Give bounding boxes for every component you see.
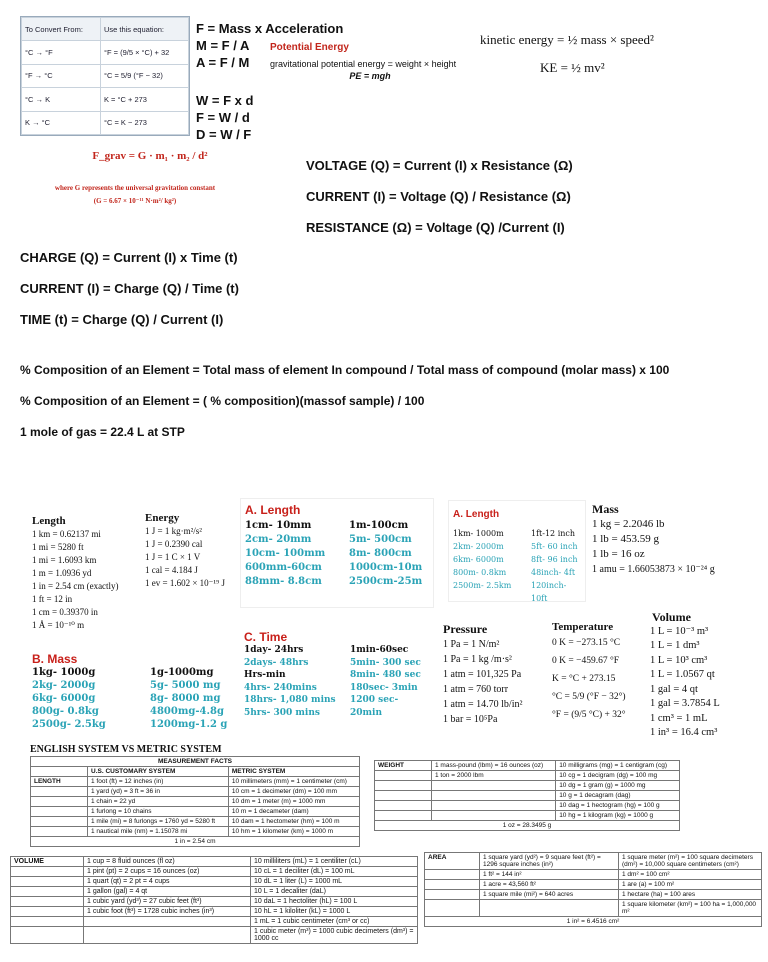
mass-item: 1 lb = 453.59 g [592, 533, 660, 545]
pressure-list-title: Pressure [443, 622, 488, 636]
kinetic-energy-line-2: KE = ½ mv² [540, 60, 605, 75]
table-cell: 1 dm² = 100 cm² [619, 870, 762, 880]
time-fact: 180sec- 3min [350, 682, 418, 693]
conv-header-from: To Convert From: [22, 18, 101, 41]
table-cell: 1 ft² = 144 in² [480, 870, 619, 880]
table-cell: 1 quart (qt) = 2 pt = 4 cups [84, 877, 251, 887]
table-cell: 1 chain = 22 yd [88, 797, 229, 807]
length-fact: 5ft- 60 inch [531, 542, 578, 551]
col-metric: METRIC SYSTEM [228, 767, 359, 777]
time-card-right-col [350, 644, 432, 719]
table-cell: 1 cubic foot (ft³) = 1728 cubic inches (in³) [84, 907, 251, 917]
time-fact: 2days- 48hrs [244, 657, 309, 668]
conv-eq: °F = (9/5 × °C) + 32 [100, 41, 188, 64]
gravity-note-2: (G = 6.67 × 10⁻¹¹ N·m²/ kg²) [93, 197, 177, 205]
table-cell: 10 dL = 1 liter (L) = 1000 mL [251, 877, 418, 887]
electric-formulas [306, 150, 573, 243]
kinetic-energy-block [480, 26, 710, 82]
table-cell: 1 acre = 43,560 ft² [480, 880, 619, 890]
mass-fact: 1kg- 1000g [32, 667, 96, 678]
mass-card-right-col [150, 666, 227, 731]
table-cell: 1 square yard (yd²) = 9 square feet (ft²) = 1296 square inches (in²) [480, 853, 619, 870]
length-item: 1 Å = 10⁻¹⁰ m [32, 620, 85, 630]
length-fact: 1m-100cm [349, 520, 409, 531]
length-item: 1 mi = 1.6093 km [32, 555, 97, 565]
length-item: 1 ft = 12 in [32, 594, 73, 604]
mechanics-formulas-2 [196, 92, 253, 143]
table-footer: 1 oz = 28.3495 g [375, 821, 680, 831]
mass-item: 1 lb = 16 oz [592, 548, 645, 560]
length-card-right-col [349, 519, 422, 589]
pressure-item: 1 Pa = 1 N/m² [443, 639, 500, 650]
time-fact: 1200 sec- 20min [350, 695, 399, 718]
formula-line: D = W / F [196, 127, 252, 142]
length-card-left-col [245, 519, 325, 589]
table-footer: 1 in = 2.54 cm [31, 837, 360, 847]
table-cell: 10 hm = 1 kilometer (km) = 1000 m [228, 827, 359, 837]
table-cell: 10 hL = 1 kiloliter (kL) = 1000 L [251, 907, 418, 917]
length-fact: 2500m- 2.5km [453, 581, 512, 590]
length-fact: 1cm- 10mm [245, 520, 312, 531]
table-cell: 1 mL = 1 cubic centimeter (cm³ or cc) [251, 917, 418, 927]
mass-fact: 1g-1000mg [150, 667, 214, 678]
formula-line: CHARGE (Q) = Current (I) x Time (t) [20, 250, 238, 265]
energy-list [145, 512, 255, 590]
formula-line: TIME (t) = Charge (Q) / Current (I) [20, 312, 224, 327]
table-cell: 1 furlong = 10 chains [88, 807, 229, 817]
area-table [424, 852, 762, 927]
table-cell: 10 hg = 1 kilogram (kg) = 1000 g [556, 811, 680, 821]
table-cell: 1 cubic yard (yd³) = 27 cubic feet (ft³) [84, 897, 251, 907]
mass-fact: 6kg- 6000g [32, 693, 96, 704]
volume-item: 1 gal = 3.7854 L [650, 698, 720, 709]
table-cell: 10 dm = 1 meter (m) = 1000 mm [228, 797, 359, 807]
pressure-item: 1 atm = 101,325 Pa [443, 669, 522, 680]
row-label: VOLUME [11, 857, 84, 867]
formula-line: A = F / M [196, 55, 250, 70]
table-cell: 1 ton = 2000 lbm [432, 771, 556, 781]
length-card-title: A. Length [453, 509, 500, 520]
mass-fact: 2kg- 2000g [32, 680, 96, 691]
conv-from: °F → °C [22, 64, 101, 87]
table-cell: 10 cm = 1 decimeter (dm) = 100 mm [228, 787, 359, 797]
length-fact: 8m- 800cm [349, 548, 412, 559]
mass-item: 1 kg = 2.2046 lb [592, 518, 665, 530]
length-fact: 1km- 1000m [453, 529, 504, 538]
pressure-item: 1 bar = 10⁵Pa [443, 714, 498, 725]
length-list-title: Length [32, 515, 66, 527]
mass-card [30, 650, 236, 734]
temperature-list [552, 620, 648, 724]
length-item: 1 km = 0.62137 mi [32, 529, 101, 539]
mass-list-title: Mass [592, 502, 619, 516]
length-fact: 5m- 500cm [349, 534, 412, 545]
energy-item: 1 cal = 4.184 J [145, 565, 198, 575]
table-cell: 10 m = 1 decameter (dam) [228, 807, 359, 817]
pressure-item: 1 atm = 760 torr [443, 684, 509, 695]
table-cell: 1 mass-pound (lbm) = 16 ounces (oz) [432, 761, 556, 771]
table-cell: 1 cubic meter (m³) = 1000 cubic decimeters (dm³) = 1000 cc [251, 927, 418, 944]
col-us: U.S. CUSTOMARY SYSTEM [88, 767, 229, 777]
time-card-title: C. Time [244, 630, 288, 644]
conv-from: °C → K [22, 88, 101, 111]
weight-table [374, 760, 680, 831]
length-fact: 48inch- 4ft [531, 568, 576, 577]
time-fact: Hrs-min [244, 670, 286, 680]
volume-list-title: Volume [652, 610, 691, 624]
length-fact: 8ft- 96 inch [531, 555, 578, 564]
energy-list-title: Energy [145, 512, 180, 524]
table-footer: 1 in² = 6.4516 cm² [425, 917, 762, 927]
row-label: AREA [425, 853, 480, 870]
energy-item: 1 ev = 1.602 × 10⁻¹⁹ J [145, 578, 225, 588]
mass-item: 1 amu = 1.66053873 × 10⁻²⁴ g [592, 564, 715, 575]
volume-item: 1 gal = 4 qt [650, 683, 698, 695]
energy-item: 1 J = 1 kg·m²/s² [145, 526, 202, 536]
time-fact: 8min- 480 sec [350, 670, 421, 680]
length-card-left-col [453, 527, 511, 592]
table-cell: 1 square meter (m²) = 100 square decimeters (dm²) = 10,000 square centimeters (cm²) [619, 853, 762, 870]
length-fact: 88mm- 8.8cm [245, 576, 322, 587]
table-cell: 10 dam = 1 hectometer (hm) = 100 m [228, 817, 359, 827]
conv-eq: °C = 5/9 (°F − 32) [100, 64, 188, 87]
time-fact: 5min- 300 sec [350, 657, 421, 668]
volume-table [10, 856, 418, 944]
table-cell: 10 cL = 1 deciliter (dL) = 100 mL [251, 867, 418, 877]
volume-list [650, 610, 766, 741]
mass-fact: 800g- 0.8kg [32, 706, 99, 717]
temperature-item: 0 K = −459.67 °F [552, 656, 620, 666]
table-cell: 1 square mile (mi²) = 640 acres [480, 890, 619, 900]
volume-item: 1 L = 10³ cm³ [650, 654, 708, 666]
volume-item: 1 L = 10⁻³ m³ [650, 625, 709, 637]
table-cell: 10 L = 1 decaliter (daL) [251, 887, 418, 897]
energy-item: 1 J = 0.2390 cal [145, 539, 203, 549]
length-fact: 600mm-60cm [245, 562, 322, 573]
table-cell: 1 mile (mi) = 8 furlongs = 1760 yd = 5280 ft [88, 817, 229, 827]
table-cell: 1 nautical mile (nm) = 1.15078 mi [88, 827, 229, 837]
table-cell: 1 are (a) = 100 m² [619, 880, 762, 890]
time-fact: 1min-60sec [350, 645, 409, 655]
mass-list [592, 502, 764, 577]
time-fact: 1day- 24hrs [244, 645, 304, 655]
length-item: 1 m = 1.0936 yd [32, 568, 92, 578]
formula-line: CURRENT (I) = Voltage (Q) / Resistance (Ω) [306, 189, 571, 204]
length-fact: 2500cm-25m [349, 576, 423, 587]
measurement-heading: ENGLISH SYSTEM VS METRIC SYSTEM [30, 744, 222, 755]
length-facts-table [30, 756, 360, 847]
table-cell: 10 milligrams (mg) = 1 centigram (cg) [556, 761, 680, 771]
time-fact: 5hrs- 300 mins [244, 707, 320, 718]
mass-fact: 1200mg-1.2 g [150, 719, 228, 730]
table-cell: 1 yard (yd) = 3 ft = 36 in [88, 787, 229, 797]
volume-item: 1 in³ = 16.4 cm³ [650, 727, 718, 738]
table-cell: 1 square kilometer (km²) = 100 ha = 1,000,000 m² [619, 900, 762, 917]
mass-fact: 2500g- 2.5kg [32, 719, 106, 730]
composition-line-3: 1 mole of gas = 22.4 L at STP [20, 425, 185, 439]
potential-energy-title: Potential Energy [270, 42, 349, 53]
conv-eq: K = °C + 273 [100, 88, 188, 111]
formula-line: W = F x d [196, 93, 254, 108]
formula-line: F = W / d [196, 110, 250, 125]
kinetic-energy-line-1: kinetic energy = ½ mass × speed² [480, 32, 654, 47]
length-fact: 1ft-12 inch [531, 529, 576, 538]
gravity-formula: F_grav = G · m₁ · m₂ / d² [92, 150, 208, 162]
length-fact: 10cm- 100mm [245, 548, 326, 559]
energy-item: 1 J = 1 C × 1 V [145, 552, 201, 562]
table-cell: 1 gallon (gal) = 4 qt [84, 887, 251, 897]
mass-card-left-col [32, 666, 106, 731]
length-item: 1 cm = 0.39370 in [32, 607, 98, 617]
time-card-left-col [244, 644, 336, 719]
length-fact: 2cm- 20mm [245, 534, 312, 545]
mass-fact: 5g- 5000 mg [150, 680, 221, 691]
potential-energy-block [270, 42, 470, 81]
charge-formulas [20, 242, 239, 335]
potential-energy-line: gravitational potential energy = weight × height [270, 59, 457, 69]
row-label: WEIGHT [375, 761, 432, 771]
length-fact: 120inch- 10ft [531, 581, 567, 603]
temperature-item: K = °C + 273.15 [552, 674, 616, 684]
temperature-item: °F = (9/5 °C) + 32° [552, 710, 626, 720]
composition-line-1: % Composition of an Element = Total mass of element In compound / Total mass of compound (molar mass) x 100 [20, 363, 670, 377]
conv-from: °C → °F [22, 41, 101, 64]
formula-line: RESISTANCE (Ω) = Voltage (Q) /Current (I) [306, 220, 565, 235]
gravity-note-1: where G represents the universal gravitation constant [54, 184, 216, 192]
table-cell: 10 millimeters (mm) = 1 centimeter (cm) [228, 777, 359, 787]
length-item: 1 in = 2.54 cm (exactly) [32, 581, 119, 591]
conv-eq: °C = K − 273 [100, 111, 188, 134]
pressure-item: 1 atm = 14.70 lb/in² [443, 699, 523, 710]
mass-fact: 8g- 8000 mg [150, 693, 221, 704]
temperature-conversion-table [20, 16, 190, 136]
mass-fact: 4800mg-4.8g [150, 706, 224, 717]
time-fact: 18hrs- 1,080 mins [244, 695, 336, 705]
table-title: MEASUREMENT FACTS [31, 757, 360, 767]
formula-line: CURRENT (I) = Charge (Q) / Time (t) [20, 281, 239, 296]
time-fact: 4hrs- 240mins [244, 682, 317, 693]
length-card-cm [240, 498, 434, 608]
table-cell: 1 foot (ft) = 12 inches (in) [88, 777, 229, 787]
temperature-item: 0 K = −273.15 °C [552, 638, 621, 648]
length-item: 1 mi = 5280 ft [32, 542, 84, 552]
table-cell: 10 g = 1 decagram (dag) [556, 791, 680, 801]
volume-item: 1 L = 1 dm³ [650, 640, 700, 651]
potential-energy-formula: PE = mgh [349, 71, 391, 81]
length-list [32, 515, 142, 632]
conv-from: K → °C [22, 111, 101, 134]
temperature-item: °C = 5/9 (°F − 32°) [552, 692, 626, 702]
length-card-right-col [531, 527, 585, 605]
length-card-km [448, 500, 586, 602]
pressure-list [443, 622, 553, 727]
table-cell: 10 cg = 1 decigram (dg) = 100 mg [556, 771, 680, 781]
volume-item: 1 cm³ = 1 mL [650, 712, 708, 724]
formula-line: F = Mass x Acceleration [196, 21, 344, 36]
formula-line: M = F / A [196, 38, 250, 53]
length-fact: 800m- 0.8km [453, 568, 507, 577]
length-fact: 6km- 6000m [453, 555, 504, 564]
length-fact: 1000cm-10m [349, 562, 423, 573]
length-card-title: A. Length [245, 503, 301, 517]
time-card [240, 628, 432, 724]
table-cell: 10 daL = 1 hectoliter (hL) = 100 L [251, 897, 418, 907]
conv-header-equation: Use this equation: [100, 18, 188, 41]
table-cell: 10 dag = 1 hectogram (hg) = 100 g [556, 801, 680, 811]
table-cell: 1 pint (pt) = 2 cups = 16 ounces (oz) [84, 867, 251, 877]
length-fact: 2km- 2000m [453, 542, 504, 551]
table-cell: 1 cup = 8 fluid ounces (fl oz) [84, 857, 251, 867]
mass-card-title: B. Mass [32, 652, 78, 666]
table-cell: 10 dg = 1 gram (g) = 1000 mg [556, 781, 680, 791]
row-label: LENGTH [31, 777, 88, 787]
pressure-item: 1 Pa = 1 kg /m·s² [443, 654, 512, 665]
temperature-list-title: Temperature [552, 621, 614, 633]
table-cell: 1 hectare (ha) = 100 ares [619, 890, 762, 900]
formula-line: VOLTAGE (Q) = Current (I) x Resistance (Ω) [306, 158, 573, 173]
table-cell: 10 milliliters (mL) = 1 centiliter (cL) [251, 857, 418, 867]
volume-item: 1 L = 1.0567 qt [650, 669, 715, 680]
composition-line-2: % Composition of an Element = ( % composition)(massof sample) / 100 [20, 394, 425, 408]
